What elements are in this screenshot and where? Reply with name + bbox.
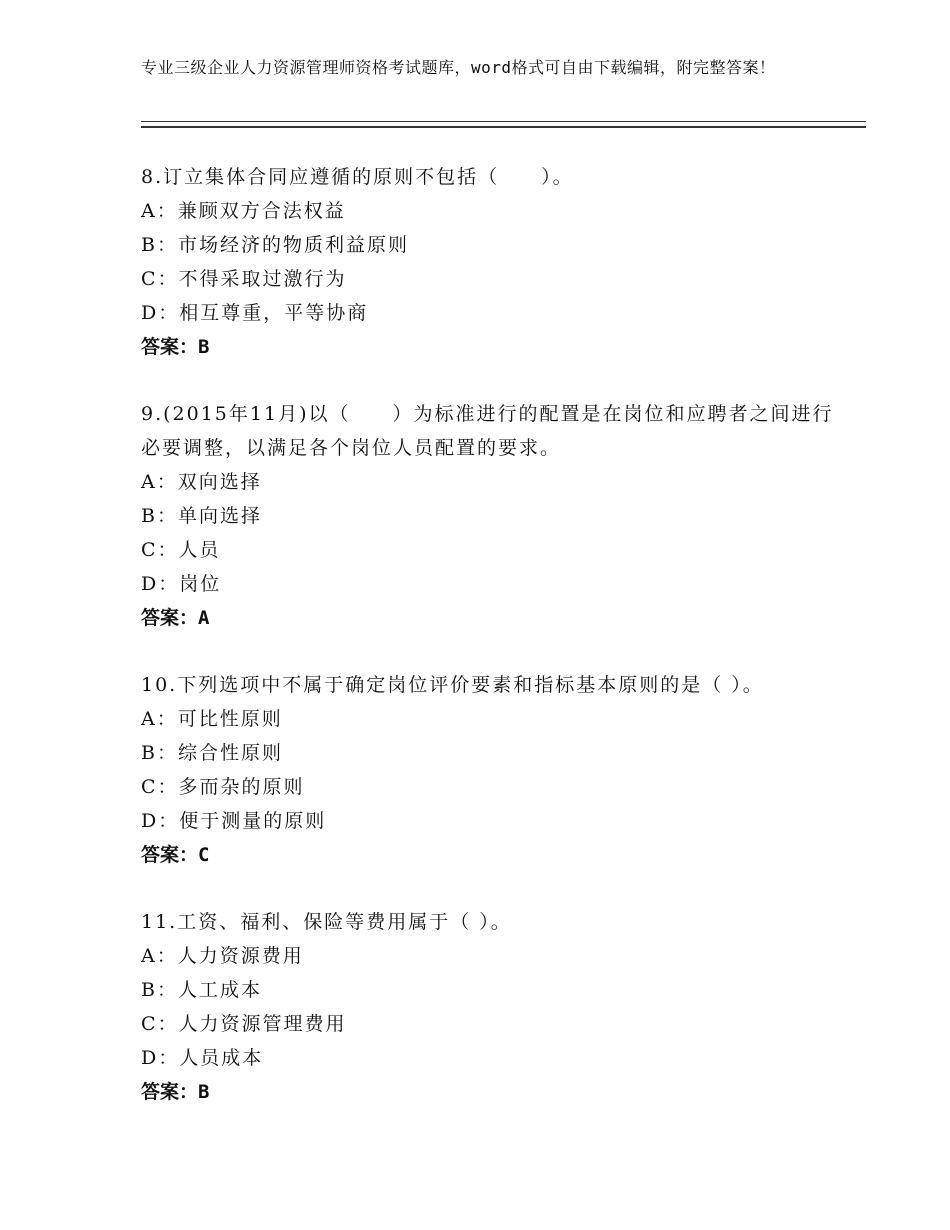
question-stem: 8.订立集体合同应遵循的原则不包括（ ）。 bbox=[141, 166, 574, 188]
option-c: C：不得采取过激行为 bbox=[141, 268, 347, 290]
option-d: D：便于测量的原则 bbox=[141, 810, 327, 832]
question-8 bbox=[141, 160, 841, 364]
option-c: C：人员 bbox=[141, 539, 221, 561]
header-divider bbox=[141, 121, 866, 128]
option-d: D：岗位 bbox=[141, 573, 222, 595]
option-b: B：市场经济的物质利益原则 bbox=[141, 234, 409, 256]
question-10 bbox=[141, 668, 841, 872]
option-b: B：人工成本 bbox=[141, 979, 262, 1001]
answer-line: 答案：B bbox=[141, 336, 210, 358]
option-b: B：单向选择 bbox=[141, 505, 262, 527]
option-a: A：人力资源费用 bbox=[141, 945, 304, 967]
answer-line: 答案：A bbox=[141, 607, 210, 629]
answer-line: 答案：C bbox=[141, 844, 210, 866]
option-c: C：多而杂的原则 bbox=[141, 776, 305, 798]
question-list bbox=[141, 160, 841, 1142]
document-header: 专业三级企业人力资源管理师资格考试题库，word格式可自由下载编辑，附完整答案！ bbox=[141, 58, 776, 77]
option-d: D：人员成本 bbox=[141, 1047, 264, 1069]
option-d: D：相互尊重，平等协商 bbox=[141, 302, 369, 324]
question-9 bbox=[141, 397, 841, 635]
option-c: C：人力资源管理费用 bbox=[141, 1013, 347, 1035]
answer-line: 答案：B bbox=[141, 1081, 210, 1103]
option-a: A：可比性原则 bbox=[141, 708, 283, 730]
option-b: B：综合性原则 bbox=[141, 742, 283, 764]
option-a: A：双向选择 bbox=[141, 471, 262, 493]
question-stem: 9.(2015年11月)以（ ）为标准进行的配置是在岗位和应聘者之间进行必要调整，以满足各个岗位人员配置的要求。 bbox=[141, 403, 834, 459]
option-a: A：兼顾双方合法权益 bbox=[141, 200, 346, 222]
question-stem: 11.工资、福利、保险等费用属于（ ）。 bbox=[141, 911, 512, 933]
question-stem: 10.下列选项中不属于确定岗位评价要素和指标基本原则的是（ ）。 bbox=[141, 674, 764, 696]
question-11 bbox=[141, 905, 841, 1109]
